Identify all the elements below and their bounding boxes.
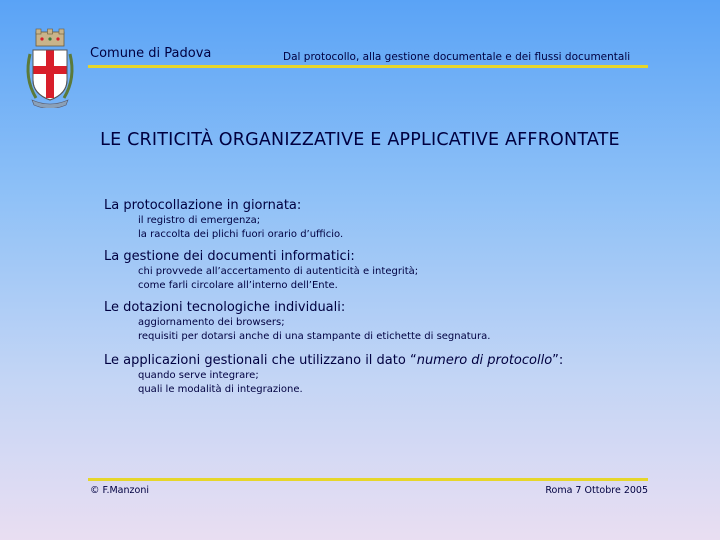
section-heading bbox=[104, 352, 704, 369]
padova-coat-of-arms-icon bbox=[22, 28, 78, 108]
presentation-subtitle: Dal protocollo, alla gestione documentale e dei flussi documentali bbox=[283, 51, 631, 63]
section-applicazioni-gestionali bbox=[104, 352, 704, 397]
section-item: aggiornamento dei browsers; bbox=[138, 317, 285, 328]
section-protocollazione bbox=[104, 197, 704, 242]
footer-divider bbox=[88, 478, 648, 481]
header-divider bbox=[88, 65, 648, 68]
slide-content bbox=[104, 197, 704, 397]
section-heading: La gestione dei documenti informatici: bbox=[104, 249, 355, 264]
section-item: chi provvede all’accertamento di autenticità e integrità; bbox=[138, 266, 419, 277]
section-heading: Le dotazioni tecnologiche individuali: bbox=[104, 300, 346, 315]
section-item: quali le modalità di integrazione. bbox=[138, 384, 303, 395]
footer-author: © F.Manzoni bbox=[90, 485, 149, 496]
heading-emphasis: numero di protocollo bbox=[416, 353, 553, 368]
section-item: il registro di emergenza; bbox=[138, 215, 261, 226]
heading-prefix: Le applicazioni gestionali che utilizzano il dato “ bbox=[104, 353, 417, 368]
section-heading: La protocollazione in giornata: bbox=[104, 198, 302, 213]
org-name: Comune di Padova bbox=[90, 46, 212, 61]
slide-title: LE CRITICITÀ ORGANIZZATIVE E APPLICATIVE AFFRONTATE bbox=[100, 130, 620, 150]
section-item: la raccolta dei plichi fuori orario d’ufficio. bbox=[138, 229, 344, 240]
heading-suffix: ”: bbox=[552, 353, 564, 368]
section-item: quando serve integrare; bbox=[138, 370, 259, 381]
footer-place-date: Roma 7 Ottobre 2005 bbox=[545, 485, 648, 496]
section-documenti-informatici bbox=[104, 248, 704, 293]
section-dotazioni-tecnologiche bbox=[104, 299, 704, 344]
section-item: requisiti per dotarsi anche di una stampante di etichette di segnatura. bbox=[138, 331, 491, 342]
section-item: come farli circolare all’interno dell’Ente. bbox=[138, 280, 338, 291]
